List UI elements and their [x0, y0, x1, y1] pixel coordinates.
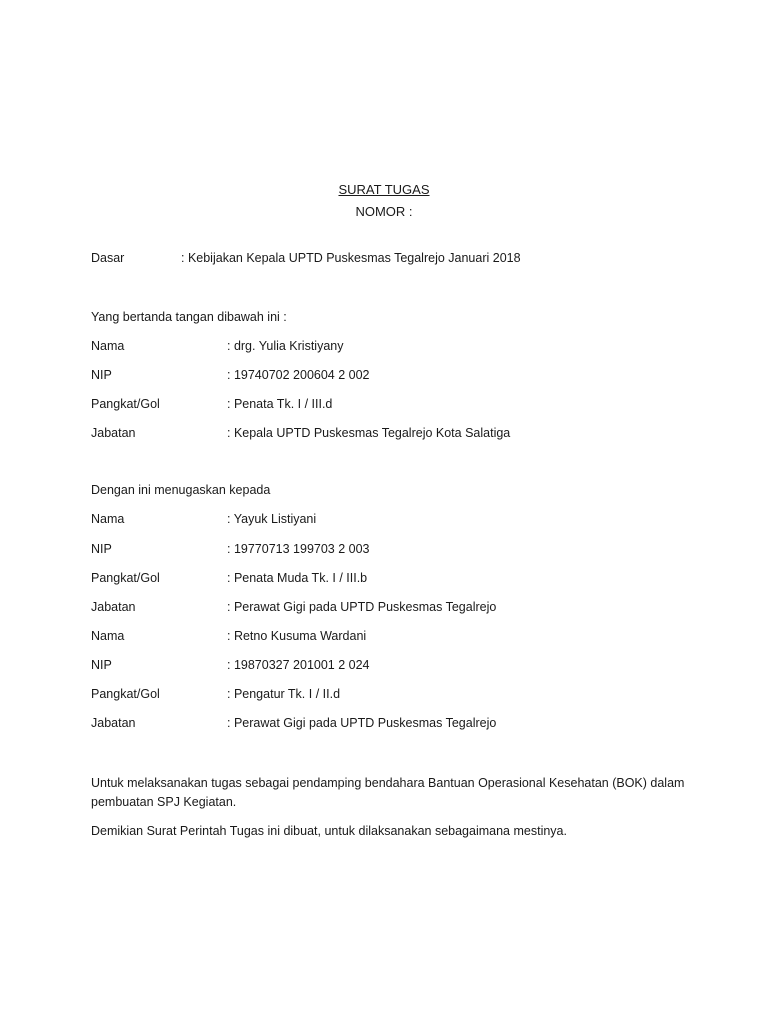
signer-intro: Yang bertanda tangan dibawah ini :	[91, 310, 287, 324]
purpose-paragraph: Untuk melaksanakan tugas sebagai pendamping bendahara Bantuan Operasional Kesehatan (BOK) dalam pembuatan SPJ Kegiatan.	[91, 776, 685, 809]
assignee-1-pangkat-label: Pangkat/Gol	[91, 571, 160, 585]
assignee-1-jabatan-value: : Perawat Gigi pada UPTD Puskesmas Tegalrejo	[227, 600, 497, 614]
signer-pangkat-label: Pangkat/Gol	[91, 397, 160, 411]
assignee-2-jabatan-label: Jabatan	[91, 716, 136, 730]
assignee-1-nama-value: : Yayuk Listiyani	[227, 512, 317, 526]
signer-nama-value: : drg. Yulia Kristiyany	[227, 339, 344, 353]
assignee-2-jabatan-value: : Perawat Gigi pada UPTD Puskesmas Tegalrejo	[227, 716, 497, 730]
signer-nama-label: Nama	[91, 339, 125, 353]
signer-pangkat-value: : Penata Tk. I / III.d	[227, 397, 333, 411]
assignee-2-pangkat-value: : Pengatur Tk. I / II.d	[227, 687, 341, 701]
assignee-1-nama-label: Nama	[91, 512, 125, 526]
letter-title: SURAT TUGAS	[338, 182, 430, 197]
dasar-label: Dasar	[91, 251, 125, 265]
assignee-2-nama-label: Nama	[91, 629, 125, 643]
closing-paragraph: Demikian Surat Perintah Tugas ini dibuat, untuk dilaksanakan sebagaimana mestinya.	[91, 824, 567, 838]
signer-nip-label: NIP	[91, 368, 112, 382]
assignee-1-nip-value: : 19770713 199703 2 003	[227, 542, 370, 556]
assignee-1-jabatan-label: Jabatan	[91, 600, 136, 614]
assignee-2-nip-label: NIP	[91, 658, 112, 672]
signer-nip-value: : 19740702 200604 2 002	[227, 368, 370, 382]
letter-number: NOMOR :	[355, 204, 413, 219]
assignee-1-nip-label: NIP	[91, 542, 112, 556]
assignee-2-pangkat-label: Pangkat/Gol	[91, 687, 160, 701]
assignee-1-pangkat-value: : Penata Muda Tk. I / III.b	[227, 571, 368, 585]
assignees-intro: Dengan ini menugaskan kepada	[91, 483, 271, 497]
assignee-2-nama-value: : Retno Kusuma Wardani	[227, 629, 367, 643]
dasar-value: : Kebijakan Kepala UPTD Puskesmas Tegalrejo Januari 2018	[181, 251, 521, 265]
signer-jabatan-label: Jabatan	[91, 426, 136, 440]
assignee-2-nip-value: : 19870327 201001 2 024	[227, 658, 370, 672]
signer-jabatan-value: : Kepala UPTD Puskesmas Tegalrejo Kota Salatiga	[227, 426, 511, 440]
